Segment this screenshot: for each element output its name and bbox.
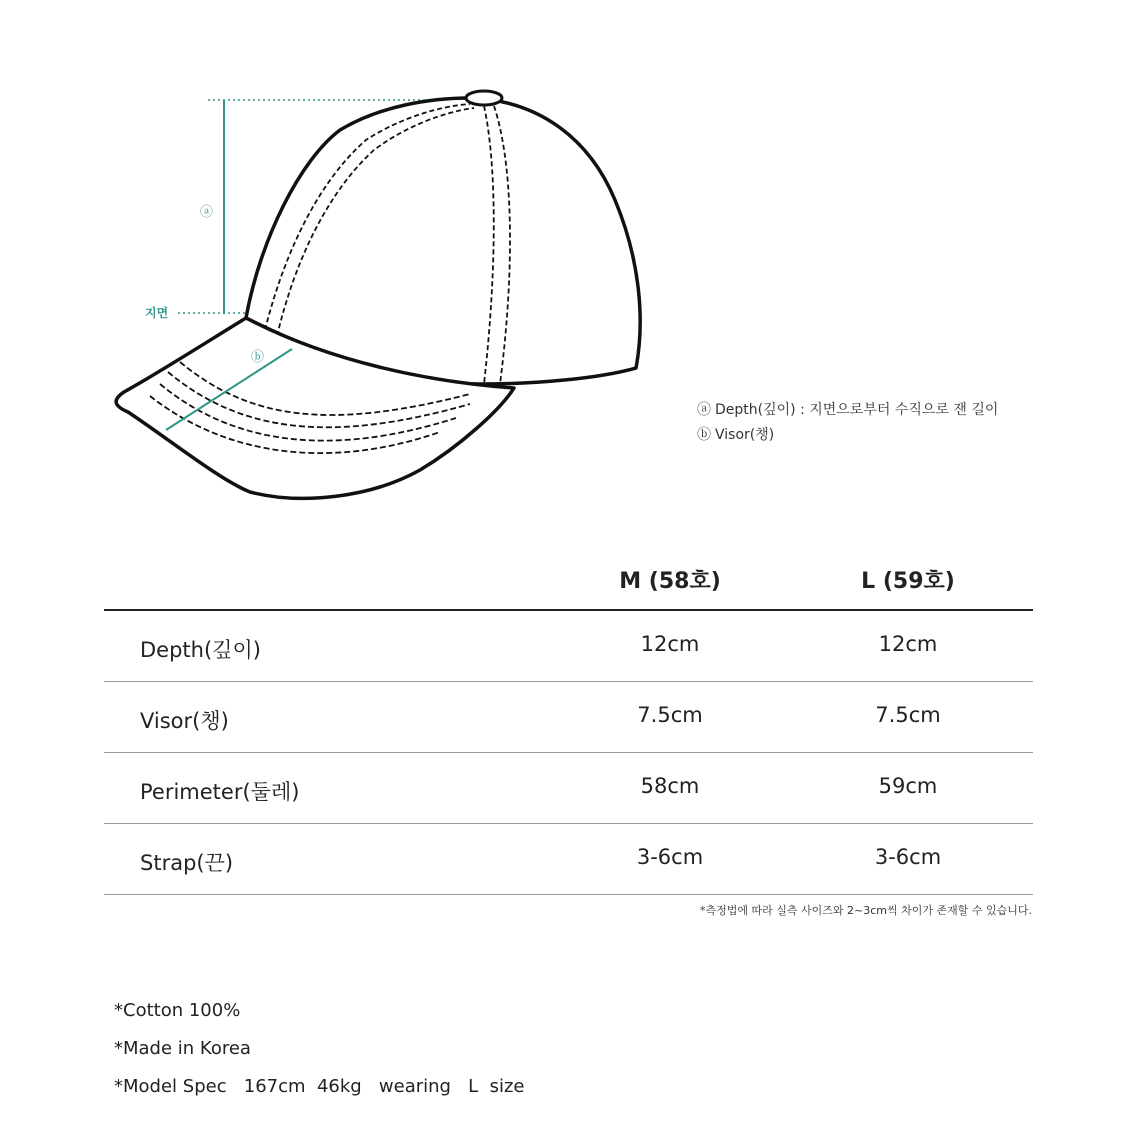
table-row-visor	[104, 682, 1033, 753]
measurement-footnote: *측정법에 따라 실측 사이즈와 2~3cm씩 차이가 존재할 수 있습니다.	[700, 904, 1032, 917]
table-row-strap	[104, 824, 1033, 895]
cap-button	[466, 91, 502, 105]
cap-crown-outline	[246, 98, 640, 384]
legend-item-depth	[697, 398, 998, 423]
table-row-perimeter	[104, 753, 1033, 824]
cap-diagram	[0, 0, 1125, 540]
note-model-spec: *Model Spec 167cm 46kg wearing L size	[114, 1076, 525, 1097]
cell-l: 59cm	[878, 774, 938, 798]
legend-item-visor	[697, 423, 998, 448]
row-label: Visor(챙)	[140, 709, 229, 733]
legend-mark-b: ⓑ	[697, 427, 711, 443]
note-origin: *Made in Korea	[114, 1038, 251, 1059]
legend-text-visor: Visor(챙)	[715, 427, 775, 443]
size-table	[104, 555, 1033, 895]
cell-m: 3-6cm	[636, 845, 704, 869]
column-header-l: L (59호)	[861, 569, 955, 594]
row-label: Strap(끈)	[140, 851, 234, 875]
row-label: Depth(깊이)	[140, 638, 261, 662]
cell-l: 3-6cm	[874, 845, 942, 869]
cell-m: 7.5cm	[637, 703, 703, 727]
table-header	[104, 555, 1033, 611]
table-row-depth	[104, 611, 1033, 682]
row-label: Perimeter(둘레)	[140, 780, 300, 804]
legend-text-depth: Depth(깊이) : 지면으로부터 수직으로 잰 길이	[715, 402, 999, 418]
cell-m: 58cm	[640, 774, 700, 798]
ground-label: 지면	[145, 306, 169, 320]
note-material: *Cotton 100%	[114, 1000, 241, 1021]
diagram-legend	[697, 398, 998, 448]
column-header-m: M (58호)	[619, 569, 721, 594]
cell-l: 7.5cm	[875, 703, 941, 727]
cell-m: 12cm	[640, 632, 700, 656]
legend-mark-a: ⓐ	[697, 402, 711, 418]
depth-marker-a: ⓐ	[200, 205, 214, 220]
visor-marker-b: ⓑ	[251, 350, 265, 365]
product-notes	[114, 992, 525, 1106]
cell-l: 12cm	[878, 632, 938, 656]
